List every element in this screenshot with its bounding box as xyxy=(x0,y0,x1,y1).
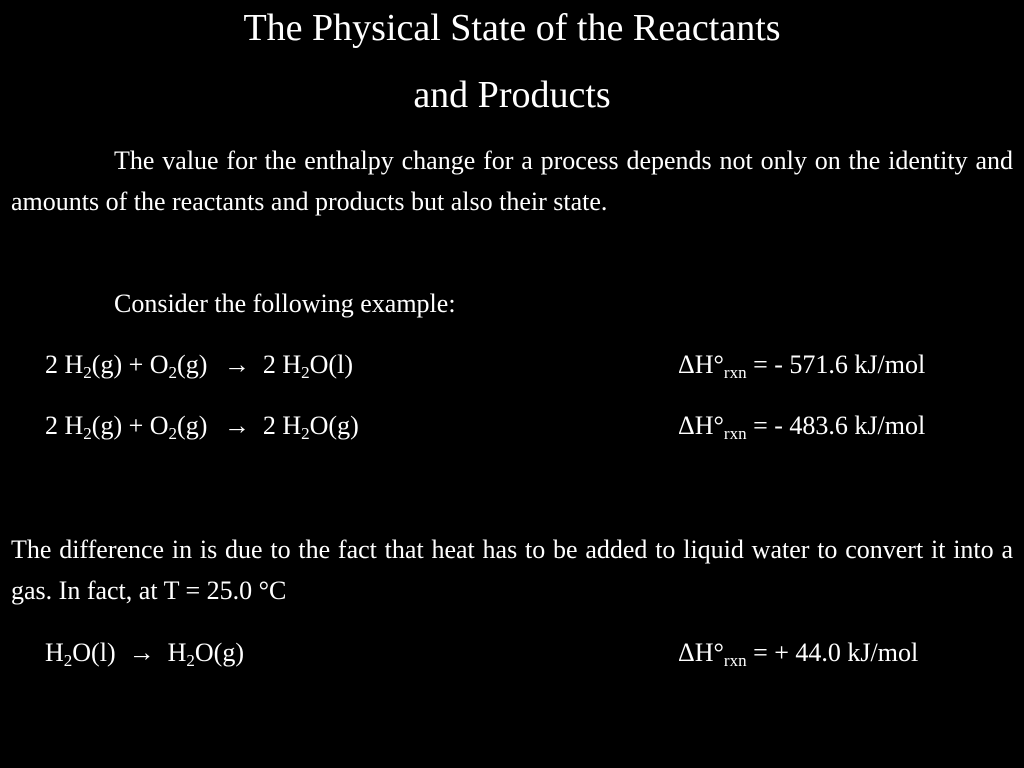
subscript: 2 xyxy=(63,651,73,670)
subscript: 2 xyxy=(168,363,178,382)
reaction-equation-2 xyxy=(45,406,359,446)
subscript: 2 xyxy=(83,424,92,443)
subscript: 2 xyxy=(186,651,195,670)
reaction-arrow: → xyxy=(223,350,250,379)
reaction-text: (g) + O xyxy=(91,411,169,440)
subscript: rxn xyxy=(723,424,747,443)
equation-row-2 xyxy=(45,406,1005,446)
subscript: rxn xyxy=(723,363,747,382)
subscript: 2 xyxy=(168,424,178,443)
reaction-equation-3 xyxy=(45,633,244,673)
delta-h-symbol: ΔH° xyxy=(678,350,724,379)
reaction-equation-1 xyxy=(45,345,353,385)
enthalpy-number: = - 483.6 kJ/mol xyxy=(746,411,926,440)
equation-row-1 xyxy=(45,345,1005,385)
reaction-text: 2 H xyxy=(262,350,302,379)
enthalpy-value-3 xyxy=(678,633,918,673)
reaction-text: 2 H xyxy=(45,411,84,440)
reaction-text: (g) xyxy=(177,350,208,379)
delta-h-symbol: ΔH° xyxy=(678,638,724,667)
reaction-text: (g) + O xyxy=(91,350,169,379)
reaction-text: O(l) xyxy=(309,350,353,379)
subscript: 2 xyxy=(83,363,92,382)
reaction-text: O(g) xyxy=(309,411,359,440)
subscript: rxn xyxy=(723,651,747,670)
reaction-text: H xyxy=(167,638,187,667)
intro-paragraph: The value for the enthalpy change for a process depends not only on the identity and amounts of the reactants and products but also their state. xyxy=(11,146,1013,216)
consider-paragraph: Consider the following example: xyxy=(114,289,456,318)
slide-title-line-2: and Products xyxy=(413,74,611,116)
reaction-text: 2 H xyxy=(45,350,84,379)
difference-paragraph: The difference in is due to the fact that heat has to be added to liquid water to convert it into a gas. In fact, at T = 25.0 °C xyxy=(11,535,1013,605)
subscript: 2 xyxy=(301,424,310,443)
slide-title-line-1: The Physical State of the Reactants xyxy=(243,7,781,49)
enthalpy-value-2 xyxy=(678,406,925,446)
reaction-text: H xyxy=(45,638,64,667)
reaction-arrow: → xyxy=(223,411,250,440)
reaction-text: O(g) xyxy=(194,638,244,667)
reaction-text: 2 H xyxy=(262,411,302,440)
enthalpy-number: = - 571.6 kJ/mol xyxy=(746,350,926,379)
reaction-text: (g) xyxy=(177,411,208,440)
delta-h-symbol: ΔH° xyxy=(678,411,724,440)
reaction-text: O(l) xyxy=(72,638,116,667)
subscript: 2 xyxy=(301,363,310,382)
enthalpy-number: = + 44.0 kJ/mol xyxy=(746,638,919,667)
reaction-arrow: → xyxy=(128,638,155,667)
enthalpy-value-1 xyxy=(678,345,925,385)
equation-row-3 xyxy=(45,633,1005,673)
